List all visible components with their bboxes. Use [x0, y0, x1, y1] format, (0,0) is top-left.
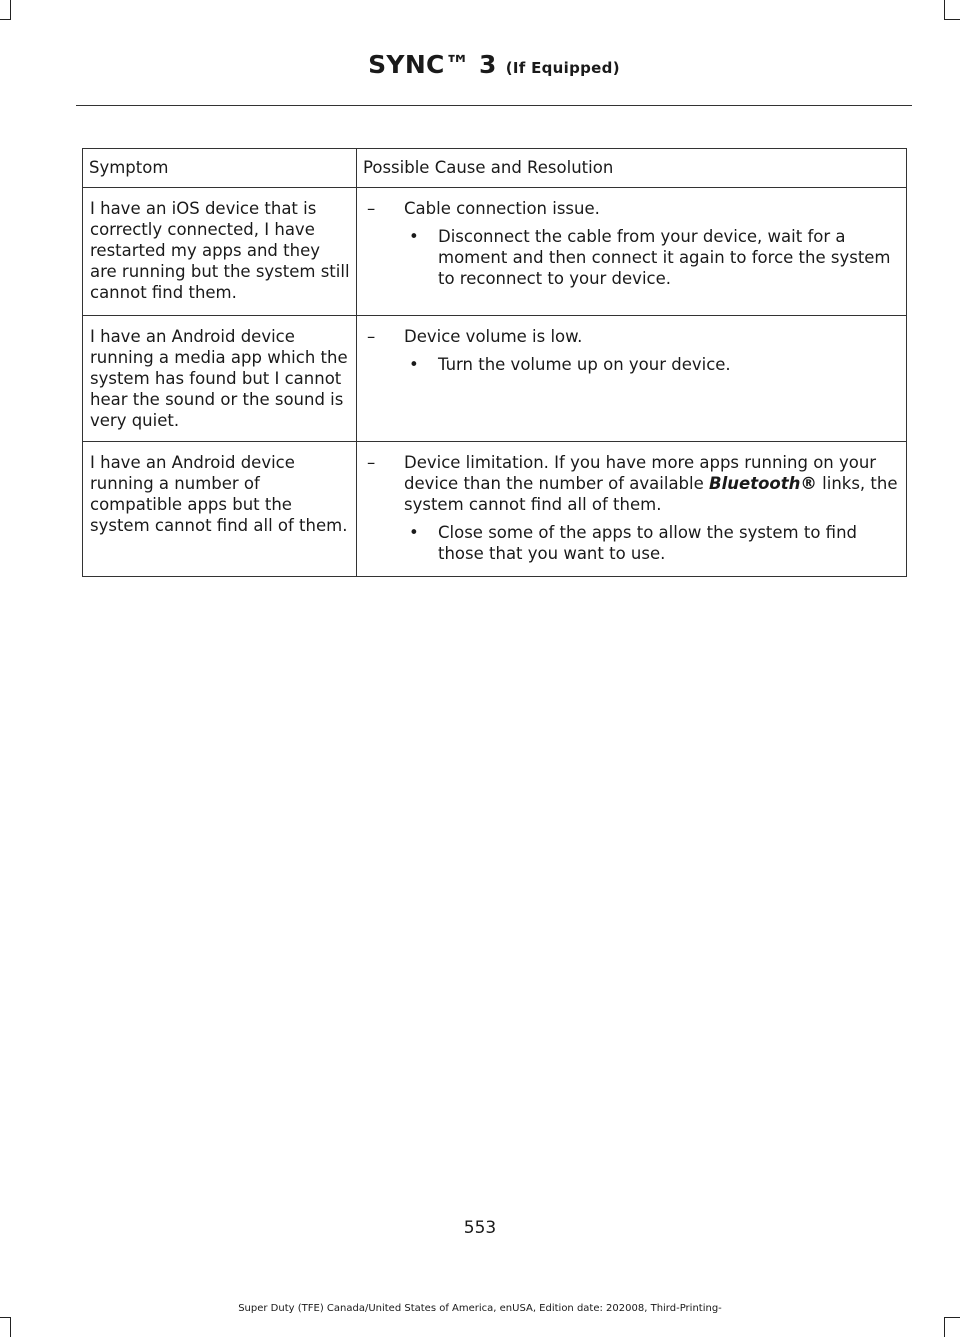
table-header-row: [83, 149, 907, 188]
cause-cell: [357, 442, 907, 577]
cause-text-start: Device limitation. If you have more apps running on your device than the number of available: [404, 453, 877, 493]
bullet-marker: •: [409, 355, 419, 374]
resolution-text: Disconnect the cable from your device, wait for a moment and then connect it again to force the system to reconnect to your device.: [438, 227, 891, 288]
cause-text: Device volume is low.: [404, 327, 583, 346]
cause-cell: [357, 188, 907, 316]
resolution-line: [363, 226, 900, 289]
column-header-symptom: Symptom: [83, 149, 357, 188]
crop-mark-top-left-h: [0, 19, 11, 20]
cause-line: [363, 198, 900, 219]
table-row: [83, 188, 907, 316]
cause-text: Cable connection issue.: [404, 199, 600, 218]
bluetooth-brand: Bluetooth®: [709, 474, 817, 493]
header-rule: [76, 105, 912, 106]
header-suffix: (If Equipped): [505, 59, 620, 77]
crop-mark-bottom-right-h: [944, 1317, 960, 1318]
resolution-text: Turn the volume up on your device.: [438, 355, 731, 374]
page-number: 553: [463, 1218, 497, 1238]
table-row: [83, 316, 907, 442]
bullet-marker: •: [409, 227, 419, 246]
resolution-line: [363, 522, 900, 564]
crop-mark-bottom-left-v: [10, 1317, 11, 1337]
table-row: [83, 442, 907, 577]
crop-mark-top-right-h: [944, 19, 960, 20]
symptom-cell: I have an Android device running a number of compatible apps but the system cannot find all of them.: [83, 442, 357, 577]
column-header-cause: Possible Cause and Resolution: [357, 149, 907, 188]
crop-mark-bottom-left-h: [0, 1317, 11, 1318]
dash-marker: –: [367, 199, 376, 218]
symptom-cell: I have an iOS device that is correctly connected, I have restarted my apps and they are running but the system still cannot find them.: [83, 188, 357, 316]
resolution-text: Close some of the apps to allow the system to find those that you want to use.: [438, 523, 858, 563]
dash-marker: –: [367, 327, 376, 346]
symptom-cell: I have an Android device running a media app which the system has found but I cannot hear the sound or the sound is very quiet.: [83, 316, 357, 442]
cause-line: [363, 326, 900, 347]
page-header: [76, 50, 912, 79]
crop-mark-top-left-v: [10, 0, 11, 20]
footer-edition-info: Super Duty (TFE) Canada/United States of America, enUSA, Edition date: 202008, Third-Printing-: [238, 1303, 722, 1314]
resolution-line: [363, 354, 900, 375]
cause-line: [363, 452, 900, 515]
cause-cell: [357, 316, 907, 442]
header-title: SYNC™ 3: [368, 50, 497, 79]
troubleshooting-table: [82, 148, 907, 577]
crop-mark-bottom-right-v: [944, 1317, 945, 1337]
crop-mark-top-right-v: [944, 0, 945, 20]
cause-text: [404, 452, 900, 515]
cause-text-end: links, the system cannot find all of them.: [404, 474, 898, 514]
bullet-marker: •: [409, 523, 419, 542]
dash-marker: –: [367, 453, 376, 472]
